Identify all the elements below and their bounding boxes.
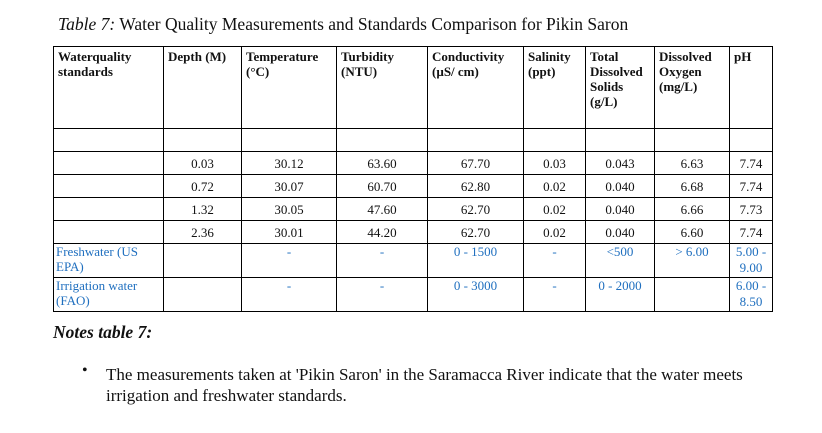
table-cell: 0.72	[164, 175, 242, 198]
table-row	[54, 152, 773, 175]
table-cell: 0.02	[524, 198, 586, 221]
table-cell: 30.05	[242, 198, 337, 221]
table-cell: 6.68	[655, 175, 730, 198]
standard-cell: 5.00 - 9.00	[730, 244, 773, 278]
standard-cell: -	[242, 244, 337, 278]
standard-name: Freshwater (US EPA)	[54, 244, 164, 278]
table-cell: 63.60	[337, 152, 428, 175]
table-row	[54, 221, 773, 244]
table-cell: 6.63	[655, 152, 730, 175]
table-row	[54, 175, 773, 198]
standard-cell: 6.00 - 8.50	[730, 278, 773, 312]
standard-cell: 0 - 2000	[586, 278, 655, 312]
standard-cell: -	[337, 244, 428, 278]
standard-cell: -	[524, 244, 586, 278]
header-cell: Temperature (°C)	[242, 47, 337, 129]
table-cell: 2.36	[164, 221, 242, 244]
table-row	[54, 198, 773, 221]
table-cell: 7.74	[730, 152, 773, 175]
standard-cell: 0 - 3000	[428, 278, 524, 312]
header-cell: Dissolved Oxygen (mg/L)	[655, 47, 730, 129]
table-cell	[54, 129, 164, 152]
table-cell: 0.03	[524, 152, 586, 175]
table-cell: 67.70	[428, 152, 524, 175]
standard-cell	[655, 278, 730, 312]
bullet-icon: •	[82, 362, 88, 379]
table-cell: 0.040	[586, 198, 655, 221]
table-cell	[54, 221, 164, 244]
table-cell	[655, 129, 730, 152]
table-cell: 62.70	[428, 198, 524, 221]
table-cell	[730, 129, 773, 152]
table-cell: 0.02	[524, 175, 586, 198]
table-cell: 44.20	[337, 221, 428, 244]
table-cell: 0.02	[524, 221, 586, 244]
table-cell	[337, 129, 428, 152]
table-cell: 6.60	[655, 221, 730, 244]
header-cell: Conductivity (µS/ cm)	[428, 47, 524, 129]
header-cell: Depth (M)	[164, 47, 242, 129]
table-cell: 7.73	[730, 198, 773, 221]
table-cell: 30.12	[242, 152, 337, 175]
table-cell: 6.66	[655, 198, 730, 221]
table-cell	[54, 198, 164, 221]
table-cell: 0.03	[164, 152, 242, 175]
standard-name: Irrigation water (FAO)	[54, 278, 164, 312]
standard-row-freshwater	[54, 244, 773, 278]
header-cell: Turbidity (NTU)	[337, 47, 428, 129]
table-cell	[428, 129, 524, 152]
table-cell: 62.80	[428, 175, 524, 198]
header-cell: Waterquality standards	[54, 47, 164, 129]
table-cell	[164, 129, 242, 152]
table-cell: 0.043	[586, 152, 655, 175]
standard-row-irrigation	[54, 278, 773, 312]
standard-cell: -	[242, 278, 337, 312]
standard-cell	[164, 244, 242, 278]
table-cell	[524, 129, 586, 152]
table-cell: 0.040	[586, 175, 655, 198]
table-cell: 62.70	[428, 221, 524, 244]
table-cell: 60.70	[337, 175, 428, 198]
standard-cell	[164, 278, 242, 312]
table-cell: 7.74	[730, 221, 773, 244]
table-cell: 1.32	[164, 198, 242, 221]
table-cell	[242, 129, 337, 152]
table-cell: 7.74	[730, 175, 773, 198]
standard-cell: > 6.00	[655, 244, 730, 278]
standard-cell: 0 - 1500	[428, 244, 524, 278]
caption-label: Table 7:	[58, 14, 116, 34]
table-cell: 0.040	[586, 221, 655, 244]
header-cell: Total Dissolved Solids (g/L)	[586, 47, 655, 129]
table-cell: 30.01	[242, 221, 337, 244]
notes-title: Notes table 7:	[53, 322, 153, 342]
table-row	[54, 129, 773, 152]
header-cell: Salinity (ppt)	[524, 47, 586, 129]
caption-text: Water Quality Measurements and Standards Comparison for Pikin Saron	[119, 14, 629, 34]
table-header-row	[54, 47, 773, 129]
water-quality-table	[53, 46, 773, 312]
note-item: The measurements taken at 'Pikin Saron' in the Saramacca River indicate that the water meets irrigation and freshwater standards.	[106, 365, 743, 405]
standard-cell: <500	[586, 244, 655, 278]
table-cell	[54, 175, 164, 198]
table-cell	[54, 152, 164, 175]
standard-cell: -	[524, 278, 586, 312]
table-cell	[586, 129, 655, 152]
table-cell: 30.07	[242, 175, 337, 198]
table-cell: 47.60	[337, 198, 428, 221]
table-caption	[58, 14, 628, 35]
header-cell: pH	[730, 47, 773, 129]
standard-cell: -	[337, 278, 428, 312]
